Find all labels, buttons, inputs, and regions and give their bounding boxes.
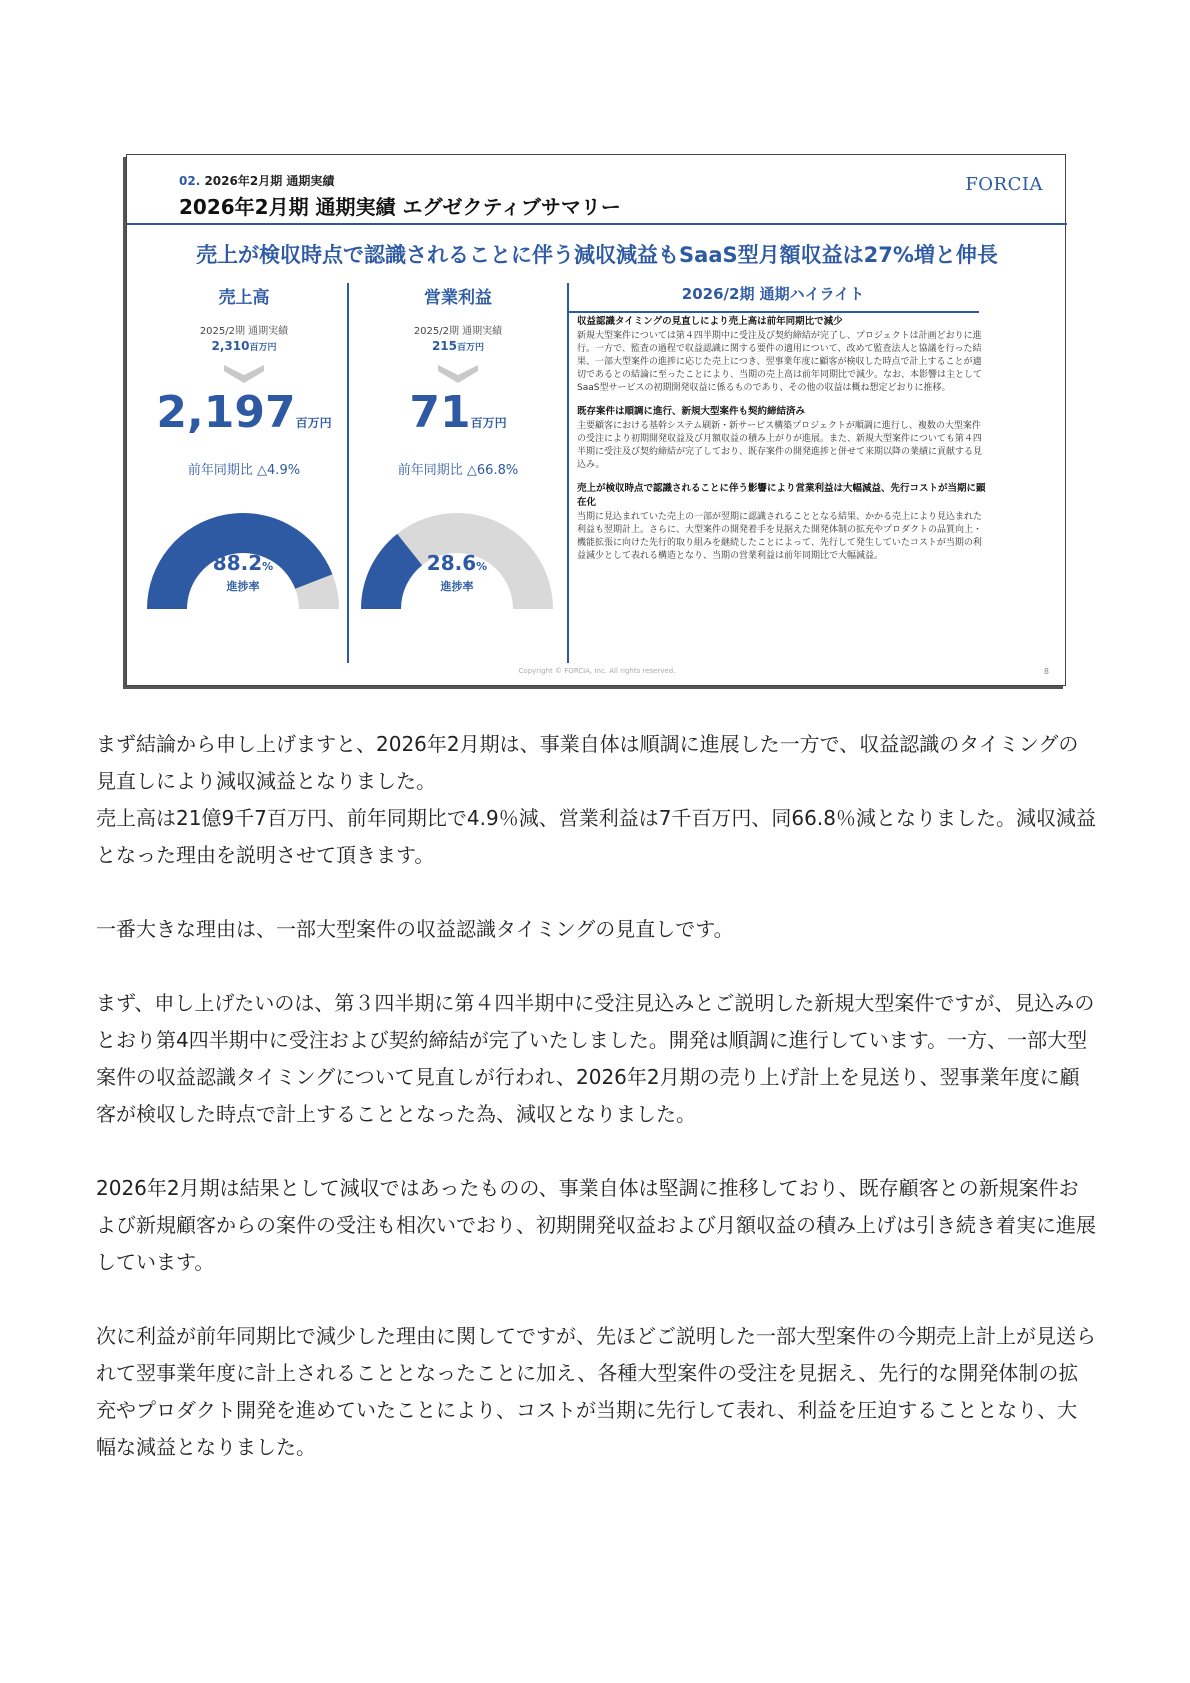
highlights-rule bbox=[567, 311, 979, 313]
slide-page-number: 8 bbox=[1043, 667, 1049, 676]
sales-prev-value: 2,310百万円 bbox=[211, 339, 277, 353]
paragraph-text: 次に利益が前年同期比で減少した理由に関してですが、先ほどご説明した一部大型案件の今期売上計上が見送られて翌事業年度に計上されることとなったことに加え、各種大型案件の受注を見据え、先行的な開発体制の拡充やプロダクト開発を進めていたことにより、コストが当期に先行して表れ、利益を圧迫することとなり、大幅な減益となりました。 bbox=[96, 1324, 1096, 1459]
copyright: Copyright © FORCIA, Inc. All rights reserved. bbox=[518, 667, 676, 675]
sales-progress-label: 進捗率 bbox=[226, 580, 260, 593]
chevron-down-icon bbox=[224, 365, 264, 383]
op-income-prev-value: 215百万円 bbox=[431, 339, 485, 353]
section-label-text: 2026年2月期 通期実績 bbox=[204, 174, 335, 188]
op-income-progress-label: 進捗率 bbox=[440, 580, 474, 593]
body-text bbox=[96, 726, 1096, 1503]
paragraph-text: まず結論から申し上げますと、2026年2月期は、事業自体は順調に進展した一方で、収益認識のタイミングの見直しにより減収減益となりました。 売上高は21億9千7百万円、前年同期比で4.9％減、営業利益は7千百万円、同66.8％減となりました。減収減益となった理由を説明させて頂きます。 bbox=[96, 732, 1096, 867]
paragraph-text: 2026年2月期は結果として減収ではあったものの、事業自体は堅調に推移しており、既存顧客との新規案件および新規顧客からの案件の受注も相次いでおり、初期開発収益および月額収益の積み上げは引き続き着実に進展しています。 bbox=[96, 1176, 1096, 1274]
sales-metric bbox=[139, 283, 349, 478]
op-income-prev-label: 2025/2期 通期実績 bbox=[413, 326, 503, 337]
column-divider bbox=[347, 283, 349, 663]
highlights-title: 2026/2期 通期ハイライト bbox=[681, 285, 865, 303]
sales-yoy: 前年同期比 △4.9% bbox=[187, 463, 301, 478]
paragraph-text: まず、申し上げたいのは、第３四半期に第４四半期中に受注見込みとご説明した新規大型案件ですが、見込みのとおり第4四半期中に受注および契約締結が完了いたしました。開発は順調に進行しています。一方、一部大型案件の収益認識タイミングについて見直しが行われ、2026年2月期の売り上げ計上を見送り、翌事業年度に顧客が検収した時点で計上することとなった為、減収となりました。 bbox=[96, 991, 1095, 1126]
op-income-title: 営業利益 bbox=[424, 288, 492, 308]
slide-title: 2026年2月期 通期実績 エグゼクティブサマリー bbox=[179, 195, 621, 219]
body-paragraph bbox=[96, 726, 1096, 874]
highlight-body: 新規大型案件については第４四半期中に受注及び契約締結が完了し、プロジェクトは計画どおりに進行。一方で、監査の過程で収益認識に関する要件の適用について、改めて監査法人と協議を行った結果、一部大型案件の進捗に応じた売上につき、翌事業年度に顧客が検収した時点で計上することが適切であるとの結論に至ったことにより、当期の売上高は前年同期比で減少。なお、本影響は主としてSaaS型サービスの初期開発収益に係るものであり、その他の収益は概ね想定どおりに推移。 bbox=[577, 331, 983, 393]
highlight-body: 主要顧客における基幹システム刷新・新サービス構築プロジェクトが順調に進行し、複数の大型案件の受注により初期開発収益及び月額収益の積み上がりが進展。また、新規大型案件についても第４四半期に受注及び契約締結が完了しており、既存案件の開発進捗と併せて来期以降の業績に貢献する見込み。 bbox=[577, 421, 983, 470]
sales-value: 2,197百万円 bbox=[156, 387, 332, 438]
op-income-value: 71百万円 bbox=[409, 387, 507, 438]
highlights-list bbox=[577, 315, 989, 573]
sales-title: 売上高 bbox=[218, 288, 270, 308]
highlight-heading: 売上が検収時点で認識されることに伴う影響により営業利益は大幅減益、先行コストが当期に顕在化 bbox=[577, 483, 986, 508]
sales-prev-label: 2025/2期 通期実績 bbox=[199, 326, 289, 337]
headline: 売上が検収時点で認識されることに伴う減収減益もSaaS型月額収益は27%増と伸長 bbox=[196, 243, 998, 267]
body-paragraph bbox=[96, 1318, 1096, 1466]
forcia-logo: FORCIA bbox=[965, 174, 1043, 195]
slide bbox=[126, 154, 1066, 686]
column-divider bbox=[567, 283, 569, 663]
highlight-heading: 収益認識タイミングの見直しにより売上高は前年同期比で減少 bbox=[577, 316, 843, 327]
sales-progress-value: 88.2% bbox=[212, 551, 274, 575]
op-income-yoy: 前年同期比 △66.8% bbox=[397, 463, 519, 478]
highlight-body: 当期に見込まれていた売上の一部が翌期に認識されることとなる結果、かかる売上により見込まれた利益も翌期計上。さらに、大型案件の開発着手を見据えた開発体制の拡充やプロダクトの品質向上・機能拡張に向けた先行的取り組みを継続したことによって、先行して発生していたコストが当期の利益減少として表れる構造となり、当期の営業利益は前年同期比で大幅減益。 bbox=[577, 512, 983, 561]
highlight-item bbox=[577, 405, 989, 472]
chevron-down-icon bbox=[438, 365, 478, 383]
op-income-metric bbox=[353, 283, 563, 478]
highlight-item bbox=[577, 315, 989, 395]
body-paragraph bbox=[96, 985, 1096, 1133]
title-rule bbox=[127, 223, 1067, 225]
section-label bbox=[179, 172, 334, 189]
highlight-heading: 既存案件は順調に進行、新規大型案件も契約締結済み bbox=[577, 406, 806, 417]
body-paragraph bbox=[96, 911, 1096, 948]
highlight-item bbox=[577, 482, 989, 563]
op-income-progress-value: 28.6% bbox=[426, 551, 488, 575]
body-paragraph bbox=[96, 1170, 1096, 1281]
paragraph-text: 一番大きな理由は、一部大型案件の収益認識タイミングの見直しです。 bbox=[96, 917, 734, 941]
section-number: 02. bbox=[179, 174, 201, 188]
